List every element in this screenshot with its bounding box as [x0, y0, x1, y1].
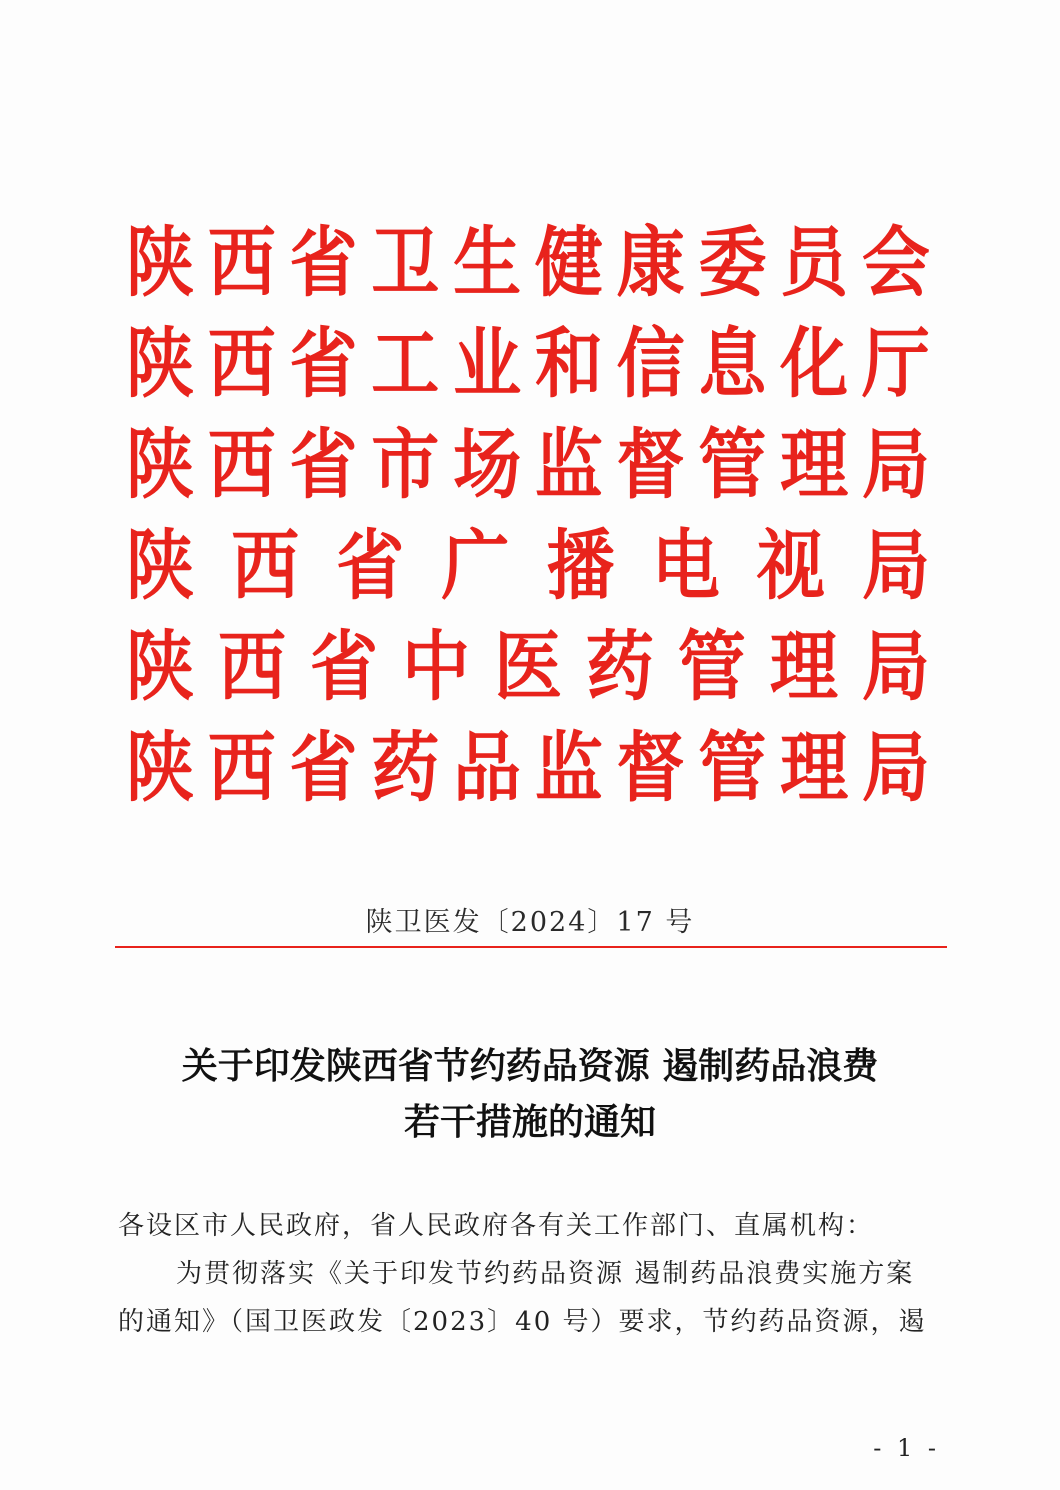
issuer-char: 省: [289, 419, 358, 510]
issuer-char: 陕: [126, 722, 195, 813]
issuer-line: [126, 414, 930, 515]
issuer-char: 局: [861, 722, 930, 813]
issuer-char: 员: [780, 217, 849, 308]
issuer-char: 监: [534, 722, 603, 813]
issuer-char: 省: [309, 621, 378, 712]
issuer-line: [126, 313, 930, 414]
issuer-char: 康: [616, 217, 685, 308]
issuer-line: [126, 717, 930, 818]
issuer-char: 会: [861, 217, 930, 308]
issuer-line: [126, 616, 930, 717]
issuer-char: 委: [698, 217, 767, 308]
issuer-char: 信: [616, 318, 685, 409]
document-number: 陕卫医发〔2024〕17 号: [365, 907, 695, 938]
issuer-char: 陕: [126, 520, 195, 611]
issuer-char: 药: [585, 621, 654, 712]
issuer-char: 陕: [126, 318, 195, 409]
paragraph-line: 的通知》（国卫医政发〔2023〕40 号）要求，节约药品资源，遏: [118, 1307, 927, 1337]
issuer-char: 陕: [126, 217, 195, 308]
issuer-char: 医: [493, 621, 562, 712]
issuer-char: 电: [651, 520, 720, 611]
issuer-char: 西: [207, 722, 276, 813]
issuer-char: 播: [546, 520, 615, 611]
title-line-1: 关于印发陕西省节约药品资源 遏制药品浪费: [181, 1045, 879, 1087]
issuer-char: 西: [231, 520, 300, 611]
issuer-char: 陕: [126, 419, 195, 510]
issuer-char: 业: [453, 318, 522, 409]
title-line-2: 若干措施的通知: [403, 1101, 656, 1143]
issuer-char: 市: [371, 419, 440, 510]
page-number: - 1 -: [873, 1434, 940, 1462]
issuer-char: 管: [677, 621, 746, 712]
issuer-char: 品: [453, 722, 522, 813]
issuer-char: 息: [698, 318, 767, 409]
issuer-char: 理: [780, 419, 849, 510]
issuer-char: 督: [616, 722, 685, 813]
issuer-char: 视: [756, 520, 825, 611]
issuer-char: 西: [217, 621, 286, 712]
issuing-authorities: [126, 212, 930, 818]
issuer-char: 和: [534, 318, 603, 409]
issuer-char: 西: [207, 318, 276, 409]
issuer-char: 陕: [126, 621, 195, 712]
issuer-char: 管: [698, 419, 767, 510]
issuer-char: 工: [371, 318, 440, 409]
paragraph-line: 为贯彻落实《关于印发节约药品资源 遏制药品浪费实施方案: [176, 1259, 915, 1289]
issuer-char: 广: [441, 520, 510, 611]
issuer-line: [126, 212, 930, 313]
issuer-char: 省: [336, 520, 405, 611]
document-title: [0, 1038, 1060, 1150]
issuer-char: 监: [534, 419, 603, 510]
issuer-char: 督: [616, 419, 685, 510]
issuer-char: 生: [453, 217, 522, 308]
issuer-char: 局: [861, 621, 930, 712]
issuer-char: 西: [207, 419, 276, 510]
issuer-char: 管: [698, 722, 767, 813]
issuer-char: 西: [207, 217, 276, 308]
document-body: [118, 1202, 938, 1346]
issuer-char: 省: [289, 217, 358, 308]
issuer-char: 健: [534, 217, 603, 308]
issuer-char: 厅: [861, 318, 930, 409]
issuer-char: 中: [401, 621, 470, 712]
issuer-char: 局: [861, 520, 930, 611]
issuer-char: 场: [453, 419, 522, 510]
issuer-char: 药: [371, 722, 440, 813]
red-divider-line: [115, 946, 947, 948]
salutation: 各设区市人民政府，省人民政府各有关工作部门、直属机构：: [118, 1211, 875, 1241]
issuer-char: 理: [769, 621, 838, 712]
issuer-line: [126, 515, 930, 616]
issuer-char: 省: [289, 318, 358, 409]
issuer-char: 理: [780, 722, 849, 813]
issuer-char: 卫: [371, 217, 440, 308]
issuer-char: 省: [289, 722, 358, 813]
issuer-char: 局: [861, 419, 930, 510]
issuer-char: 化: [780, 318, 849, 409]
